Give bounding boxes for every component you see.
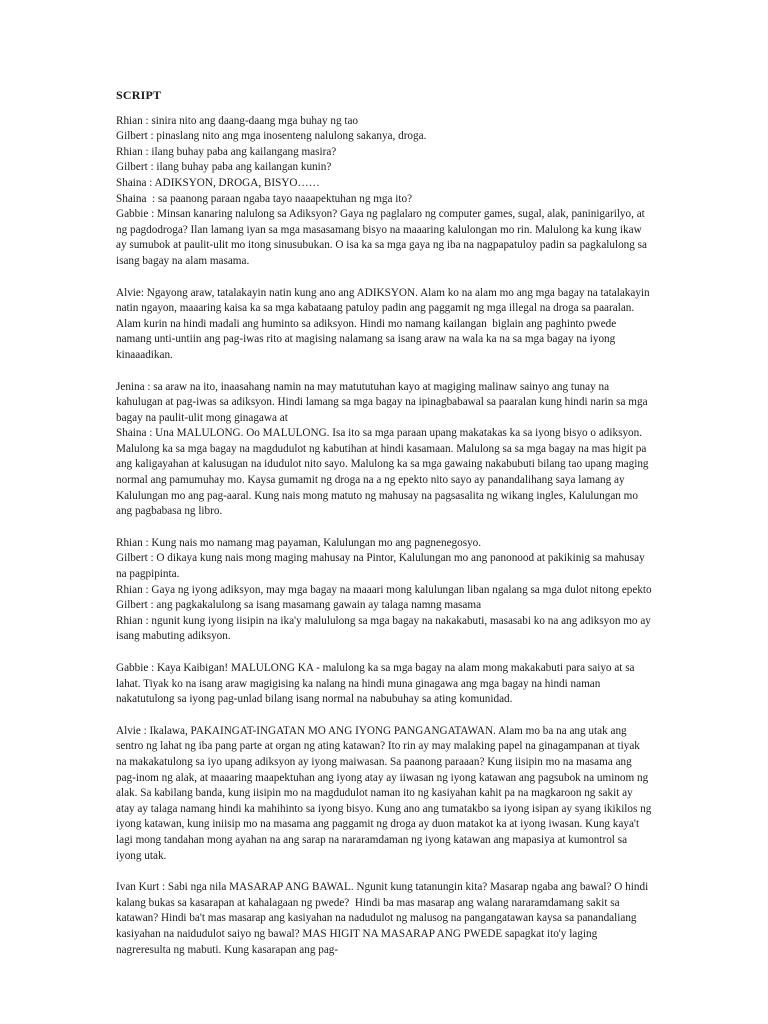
- dialogue-line: Ivan Kurt : Sabi nga nila MASARAP ANG BAWAL. Ngunit kung tatanungin kita? Masarap ngaba ang bawal? O hindi kalang bukas sa kasarapan at kahalagaan ng pwede? Hindi ba mas masarap ang walang nararamdamang sakit sa katawan? Hindi ba't mas masarap ang kasiyahan na nadudulot ng malusog na pangangatawan kaysa sa panandaliang kasiyahan na naidudulot saiyo ng bawal? MAS HIGIT NA MASARAP ANG PWEDE sapagkat ito'y laging nagreresulta ng mabuti. Kung kasarapan ang pag-: [116, 881, 651, 956]
- dialogue-line: Gilbert : ang pagkakalulong sa isang masamang gawain ay talaga namng masama: [116, 599, 482, 612]
- script-body: [116, 88, 655, 974]
- dialogue-line: Gilbert : O dikaya kung nais mong maging mahusay na Pintor, Kalulungan mo ang panonood at pakikinig sa mahusay na pagpipinta.: [116, 552, 648, 581]
- dialogue-line: Shaina : sa paanong paraan ngaba tayo naaapektuhan ng mga ito?: [116, 192, 413, 205]
- script-section: [116, 661, 652, 708]
- dialogue-line: Gilbert : ilang buhay paba ang kailangan kunin?: [116, 161, 332, 174]
- script-section: [116, 880, 652, 958]
- dialogue-line: Alvie : Ikalawa, PAKAINGAT-INGATAN MO ANG IYONG PANGANGATAWAN. Alam mo ba na ang utak ang sentro ng lahat ng iba pang parte at organ ng ating katawan? Ito rin ay may malaking papel na ginagampanan at tiyak na makakatulong sa iyo upang adiksyon ay iyong maiwasan. Sa paanong paraaan? Kung iisipin mo na masama ang pag-inom ng alak, at maaaring maapektuhan ang iyong atay ay iiwasan ng iyong katawan ang pagsubok na uminom ng alak. Sa kabilang banda, kung iisipin mo na magdudulot naman ito ng kasiyahan kahit pa na magkaroon ng sakit ay atay ay talaga namang hindi ka mahihinto sa iyong bisyo. Kung ano ang tumatakbo sa iyong isipan ay syang ikikilos ng iyong katawan, kung iniisip mo na masama ang paggamit ng droga ay duon matakot ka at iyong iwasan. Kung kaya't lagi mong tandahan mong ayahan na ang sarap na nararamdaman ng iyong katawan ang mapasiya at kumontrol sa iyong utak.: [116, 724, 655, 862]
- dialogue-line: Rhian : Kung nais mo namang mag payaman, Kalulungan mo ang pagnenegosyo.: [116, 536, 482, 549]
- dialogue-line: Jenina : sa araw na ito, inaasahang namin na may matututuhan kayo at magiging malinaw sainyo ang tunay na kahulugan at pag-iwas sa adiksyon. Hindi lamang sa mga bagay na ipinagbabawal sa paaralan kung hindi narin sa mga bagay na paulit-ulit mong ginagawa at: [116, 380, 651, 424]
- script-sections: [116, 114, 655, 959]
- script-section: [116, 536, 652, 645]
- dialogue-line: Shaina : Una MALULONG. Oo MALULONG. Isa ito sa mga paraan upang makatakas ka sa iyong bisyo o adiksyon. Malulong ka sa mga bagay na magdudulot ng kabutihan at hindi kasamaan. Malulong sa sa mga bagay na mas higit pa ang kaligayahan at kalusugan na idudulot nito sayo. Malulong ka sa mga gawaing nakabubuti bilang tao upang maging normal ang pamumuhay mo. Kaysa gumamit ng droga na a ng epekto nito sayo ay panandalihang saya lamang ay Kalulungan mo ang pag-aaral. Kung nais mong matuto ng mahusay na pagsasalita ng wikang ingles, Kalulungan mo ang pagbabasa ng libro.: [116, 427, 652, 518]
- dialogue-line: Gabbie : Minsan kanaring nalulong sa Adiksyon? Gaya ng paglalaro ng computer games, sugal, alak, paninigarilyo, at ng pagdodroga? Ilan lamang iyan sa mga masasamang bisyo na maaaring kalulongan mo rin. Malulong ka kung ikaw ay sumubok at paulit-ulit mo itong sinusubukan. O isa ka sa mga gaya ng iba na nagpapatuloy padin sa pagkalulong sa isang bagay na alam masama.: [116, 208, 650, 267]
- page-title: SCRIPT: [116, 88, 162, 102]
- script-section: [116, 114, 652, 270]
- dialogue-line: Gilbert : pinaslang nito ang mga inosenteng nalulong sakanya, droga.: [116, 130, 427, 143]
- script-section: [116, 380, 652, 520]
- dialogue-line: Gabbie : Kaya Kaibigan! MALULONG KA - malulong ka sa mga bagay na alam mong makakabuti para saiyo at sa lahat. Tiyak ko na isang araw magigising ka nalang na hindi muna ginagawa ang mga bagay na hindi naman nakatutulong sa iyong pag-unlad bilang isang normal na nabubuhay sa ating komunidad.: [116, 662, 638, 706]
- dialogue-line: Alvie: Ngayong araw, tatalakayin natin kung ano ang ADIKSYON. Alam ko na alam mo ang mga bagay na tatalakayin natin ngayon, maaaring kaisa ka sa mga kabataang patuloy padin ang paggamit ng mga illegal na droga sa paaralan. Alam kurin na hindi madali ang huminto sa adiksyon. Hindi mo namang kailangan biglain ang paghinto pwede namang unti-untiin ang pag-iwas rito at magising nalamang sa isang araw na wala ka na sa mga bagay na iyong kinaaadikan.: [116, 286, 653, 361]
- dialogue-line: Rhian : ilang buhay paba ang kailangang masira?: [116, 145, 337, 158]
- script-section: [116, 724, 655, 864]
- script-section: [116, 286, 652, 364]
- dialogue-line: Rhian : ngunit kung iyong iisipin na ika'y malululong sa mga bagay na nakakabuti, masasabi ko na ang adiksyon mo ay isang mabuting adiksyon.: [116, 614, 654, 643]
- dialogue-line: Rhian : Gaya ng iyong adiksyon, may mga bagay na maaari mong kalulungan liban ngalang sa mga dulot nitong epekto: [116, 583, 652, 596]
- dialogue-line: Shaina : ADIKSYON, DROGA, BISYO……: [116, 176, 320, 189]
- dialogue-line: Rhian : sinira nito ang daang-daang mga buhay ng tao: [116, 114, 359, 127]
